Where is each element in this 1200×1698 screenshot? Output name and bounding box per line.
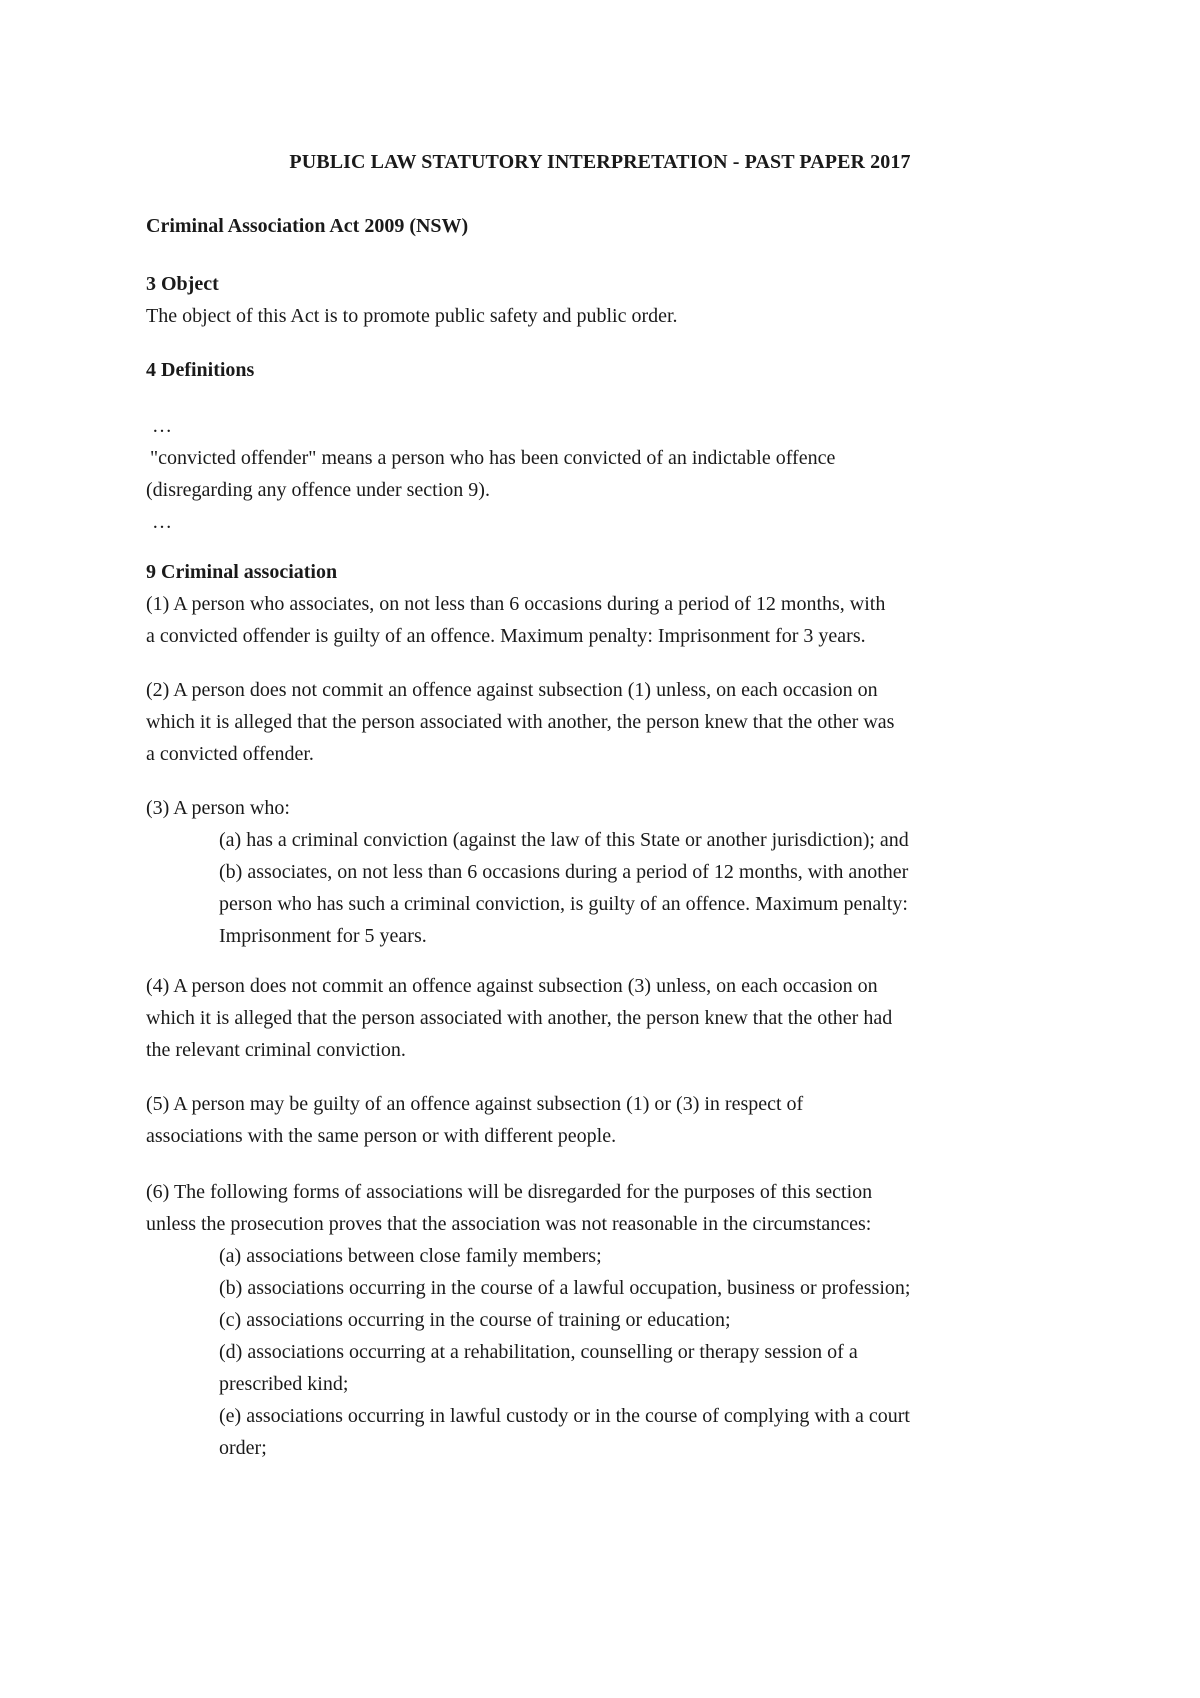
section-3 <box>146 268 1086 332</box>
subsection-3-item: person who has such a criminal conviction, is guilty of an offence. Maximum penalty: <box>219 893 908 915</box>
subsection-2-line: a convicted offender. <box>146 743 314 765</box>
subsection-6-item: (d) associations occurring at a rehabilitation, counselling or therapy session of a <box>219 1341 858 1363</box>
section-3-heading: 3 Object <box>146 273 219 295</box>
section-9-heading: 9 Criminal association <box>146 561 338 583</box>
subsection-3 <box>146 792 1086 952</box>
section-4 <box>146 354 1086 386</box>
subsection-5-line: (5) A person may be guilty of an offence against subsection (1) or (3) in respect of <box>146 1093 804 1115</box>
subsection-3-item: Imprisonment for 5 years. <box>219 925 427 947</box>
section-3-text: The object of this Act is to promote public safety and public order. <box>146 305 678 327</box>
definition-line: "convicted offender" means a person who has been convicted of an indictable offence <box>150 447 836 469</box>
section-9 <box>146 556 1086 652</box>
subsection-6-line: (6) The following forms of associations will be disregarded for the purposes of this section <box>146 1181 873 1203</box>
subsection-3-item: (a) has a criminal conviction (against the law of this State or another jurisdiction); and <box>219 829 909 851</box>
definition-ellipsis-top: … <box>152 415 173 437</box>
subsection-6-item: (e) associations occurring in lawful custody or in the course of complying with a court <box>219 1405 910 1427</box>
subsection-4-line: the relevant criminal conviction. <box>146 1039 406 1061</box>
subsection-6 <box>146 1176 1086 1464</box>
subsection-2 <box>146 674 1086 770</box>
subsection-6-item: order; <box>219 1437 267 1459</box>
subsection-6-item: (c) associations occurring in the course of training or education; <box>219 1309 731 1331</box>
subsection-4-line: (4) A person does not commit an offence against subsection (3) unless, on each occasion on <box>146 975 878 997</box>
subsection-2-line: which it is alleged that the person associated with another, the person knew that the other was <box>146 711 895 733</box>
subsection-3-intro: (3) A person who: <box>146 797 290 819</box>
subsection-3-item: (b) associates, on not less than 6 occasions during a period of 12 months, with another <box>219 861 909 883</box>
definition-ellipsis-bottom: … <box>152 511 173 533</box>
section-4-definitions <box>146 410 1086 538</box>
subsection-4 <box>146 970 1086 1066</box>
subsection-5-line: associations with the same person or with different people. <box>146 1125 617 1147</box>
act-title: Criminal Association Act 2009 (NSW) <box>146 215 469 237</box>
act-title-block <box>146 210 1086 242</box>
section-4-heading: 4 Definitions <box>146 359 255 381</box>
definition-line: (disregarding any offence under section 9). <box>146 479 490 501</box>
subsection-6-item: (b) associations occurring in the course of a lawful occupation, business or profession; <box>219 1277 911 1299</box>
subsection-6-item: (a) associations between close family members; <box>219 1245 602 1267</box>
subsection-4-line: which it is alleged that the person associated with another, the person knew that the other had <box>146 1007 893 1029</box>
subsection-1-line: a convicted offender is guilty of an offence. Maximum penalty: Imprisonment for 3 years. <box>146 625 866 647</box>
subsection-2-line: (2) A person does not commit an offence against subsection (1) unless, on each occasion on <box>146 679 878 701</box>
subsection-6-line: unless the prosecution proves that the association was not reasonable in the circumstances: <box>146 1213 872 1235</box>
subsection-6-item: prescribed kind; <box>219 1373 349 1395</box>
document-title: PUBLIC LAW STATUTORY INTERPRETATION - PAST PAPER 2017 <box>289 151 911 173</box>
subsection-5 <box>146 1088 1086 1152</box>
subsection-1-line: (1) A person who associates, on not less than 6 occasions during a period of 12 months, with <box>146 593 886 615</box>
